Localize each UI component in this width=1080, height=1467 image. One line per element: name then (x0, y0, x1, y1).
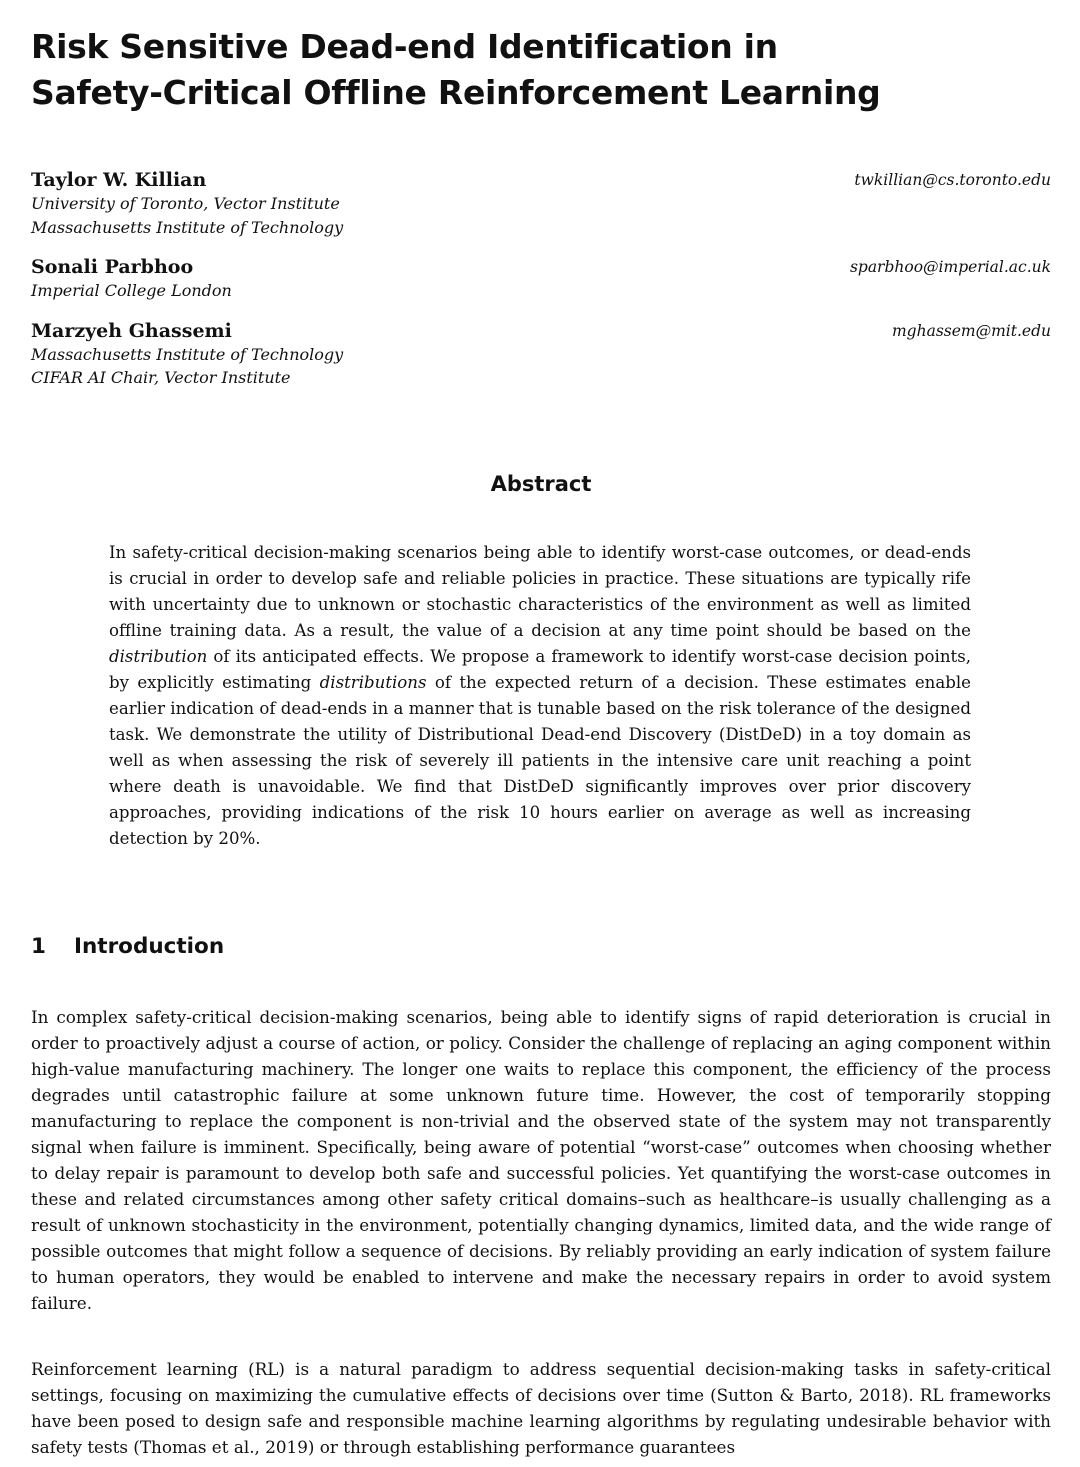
section-heading (31, 934, 224, 959)
abstract-emphasis: distributions (319, 673, 427, 692)
paper-title (31, 24, 1051, 116)
section-number: 1 (31, 934, 46, 959)
author-block (31, 168, 1051, 390)
author-affiliation: Imperial College London (31, 281, 232, 300)
abstract-text-part: In safety-critical decision-making scenarios being able to identify worst-case outcomes, or dead-ends is crucial in order to develop safe and reliable policies in practice. These situations are typically rife with uncertainty due to unknown or stochastic characteristics of the environment as well as limited offline training data. As a result, the value of a decision at any time point should be based on the (109, 543, 971, 640)
author-affiliation: Massachusetts Institute of Technology (31, 217, 344, 237)
author-email: mghassem@mit.edu (891, 321, 1051, 340)
abstract-text-part: of its anticipated effects. We propose a framework to identify worst-case decision points, by explicitly estimating (109, 647, 971, 692)
title-line-2: Safety-Critical Offline Reinforcement Learning (31, 73, 881, 112)
author-affiliation: Massachusetts Institute of Technology (31, 344, 344, 364)
author-email: twkillian@cs.toronto.edu (854, 171, 1051, 189)
paper-page (31, 24, 1051, 1457)
section-title: Introduction (74, 934, 225, 959)
title-line-1: Risk Sensitive Dead-end Identification in (31, 27, 778, 66)
author-name: Marzyeh Ghassemi (31, 319, 232, 342)
author-name: Taylor W. Killian (31, 169, 207, 191)
author-affiliation: University of Toronto, Vector Institute (31, 194, 340, 213)
body-paragraph: Reinforcement learning (RL) is a natural paradigm to address sequential decision-making tasks in safety-critical settings, focusing on maximizing the cumulative effects of decisions over time (Sutton & Barto, 2018). RL frameworks have been posed to design safe and responsible machine learning algorithms by regulating undesirable behavior with safety tests (Thomas et al., 2019) or through establishing performance guarantees (31, 1359, 1051, 1457)
abstract-emphasis: distribution (109, 647, 208, 666)
body-paragraph: In complex safety-critical decision-making scenarios, being able to identify signs of rapid deterioration is crucial in order to proactively adjust a course of action, or policy. Consider the challenge of replacing an aging component within high-value manufacturing machinery. The longer one waits to replace this component, the efficiency of the process degrades until catastrophic failure at some unknown future time. However, the cost of temporarily stopping manufacturing to replace the component is non-trivial and the observed state of the system may not transparently signal when failure is imminent. Specifically, being aware of potential “worst-case” outcomes when choosing whether to delay repair is paramount to develop both safe and successful policies. Yet quantifying the worst-case outcomes in these and related circumstances among other safety critical domains–such as healthcare–is usually challenging as a result of unknown stochasticity in the environment, potentially changing dynamics, limited data, and the wide range of possible outcomes that might follow a sequence of decisions. By reliably providing an early indication of system failure to human operators, they would be enabled to intervene and make the necessary repairs in order to avoid system failure. (31, 1007, 1051, 1313)
abstract-text-part: of the expected return of a decision. These estimates enable earlier indication of dead-ends in a manner that is tunable based on the risk tolerance of the designed task. We demonstrate the utility of Distributional Dead-end Discovery (DistDeD) in a toy domain as well as when assessing the risk of severely ill patients in the intensive care unit reaching a point where death is unavoidable. We find that DistDeD significantly improves over prior discovery approaches, providing indications of the risk 10 hours earlier on average as well as increasing detection by 20%. (109, 673, 971, 848)
author-email: sparbhoo@imperial.ac.uk (849, 258, 1051, 276)
author-entry (31, 255, 1051, 303)
abstract-text (109, 540, 971, 852)
author-affiliation: CIFAR AI Chair, Vector Institute (31, 368, 291, 387)
abstract-heading: Abstract (490, 472, 592, 496)
author-name: Sonali Parbhoo (31, 256, 194, 278)
author-entry (31, 319, 1051, 390)
author-entry (31, 168, 1051, 239)
